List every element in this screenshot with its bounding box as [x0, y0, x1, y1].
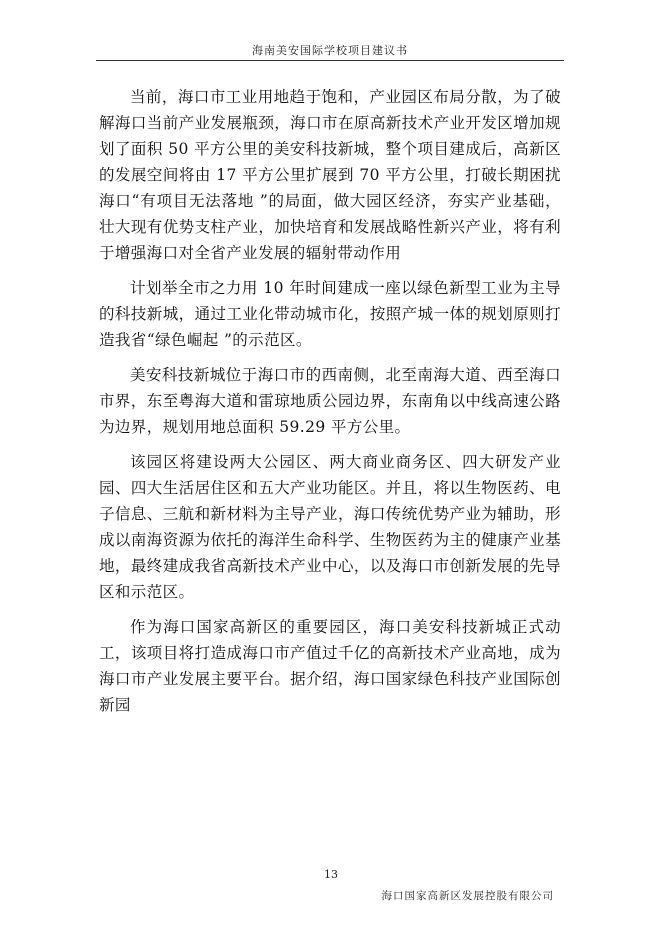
page-header-title: 海南美安国际学校项目建议书 — [252, 44, 408, 57]
page-number: 13 — [324, 868, 338, 881]
paragraph-1: 当前，海口市工业用地趋于饱和，产业园区布局分散，为了破解海口当前产业发展瓶颈，海口市在原高新技术产业开发区增加规划了面积 50 平方公里的美安科技新城，整个项目建成后，高新区的发展空间将由 17 平方公里扩展到 70 平方公里，打破长期困扰海口“有项目无法落地 ”的局面，做大园区经济，夯实产业基础，壮大现有优势支柱产业，加快培育和发展战略性新兴产业，将有利于增强海口对全省产业发展的辐射带动作用 — [99, 88, 561, 262]
paragraph-4: 该园区将建设两大公园区、两大商业商务区、四大研发产业园、四大生活居住区和五大产业功能区。并且，将以生物医药、电子信息、三航和新材料为主导产业，海口传统优势产业为辅助，形成以南海资源为依托的海洋生命科学、生物医药为主的健康产业基地，最终建成我省高新技术产业中心，以及海口市创新发展的先导区和示范区。 — [99, 453, 561, 601]
paragraph-5: 作为海口国家高新区的重要园区，海口美安科技新城正式动工，该项目将打造成海口市产值过千亿的高新技术产业高地，成为海口市产业发展主要平台。据介绍，海口国家绿色科技产业国际创新园 — [99, 618, 561, 714]
paragraph-2: 计划举全市之力用 10 年时间建成一座以绿色新型工业为主导的科技新城，通过工业化带动城市化，按照产城一体的规划原则打造我省“绿色崛起 ”的示范区。 — [99, 279, 561, 349]
footer-company: 海口国家高新区发展控股有限公司 — [381, 890, 554, 902]
document-body — [99, 84, 561, 727]
paragraph-3: 美安科技新城位于海口市的西南侧，北至南海大道、西至海口市界，东至粤海大道和雷琼地质公园边界，东南角以中线高速公路为边界，规划用地总面积 59.29 平方公里。 — [99, 366, 561, 436]
header-divider — [96, 60, 564, 61]
